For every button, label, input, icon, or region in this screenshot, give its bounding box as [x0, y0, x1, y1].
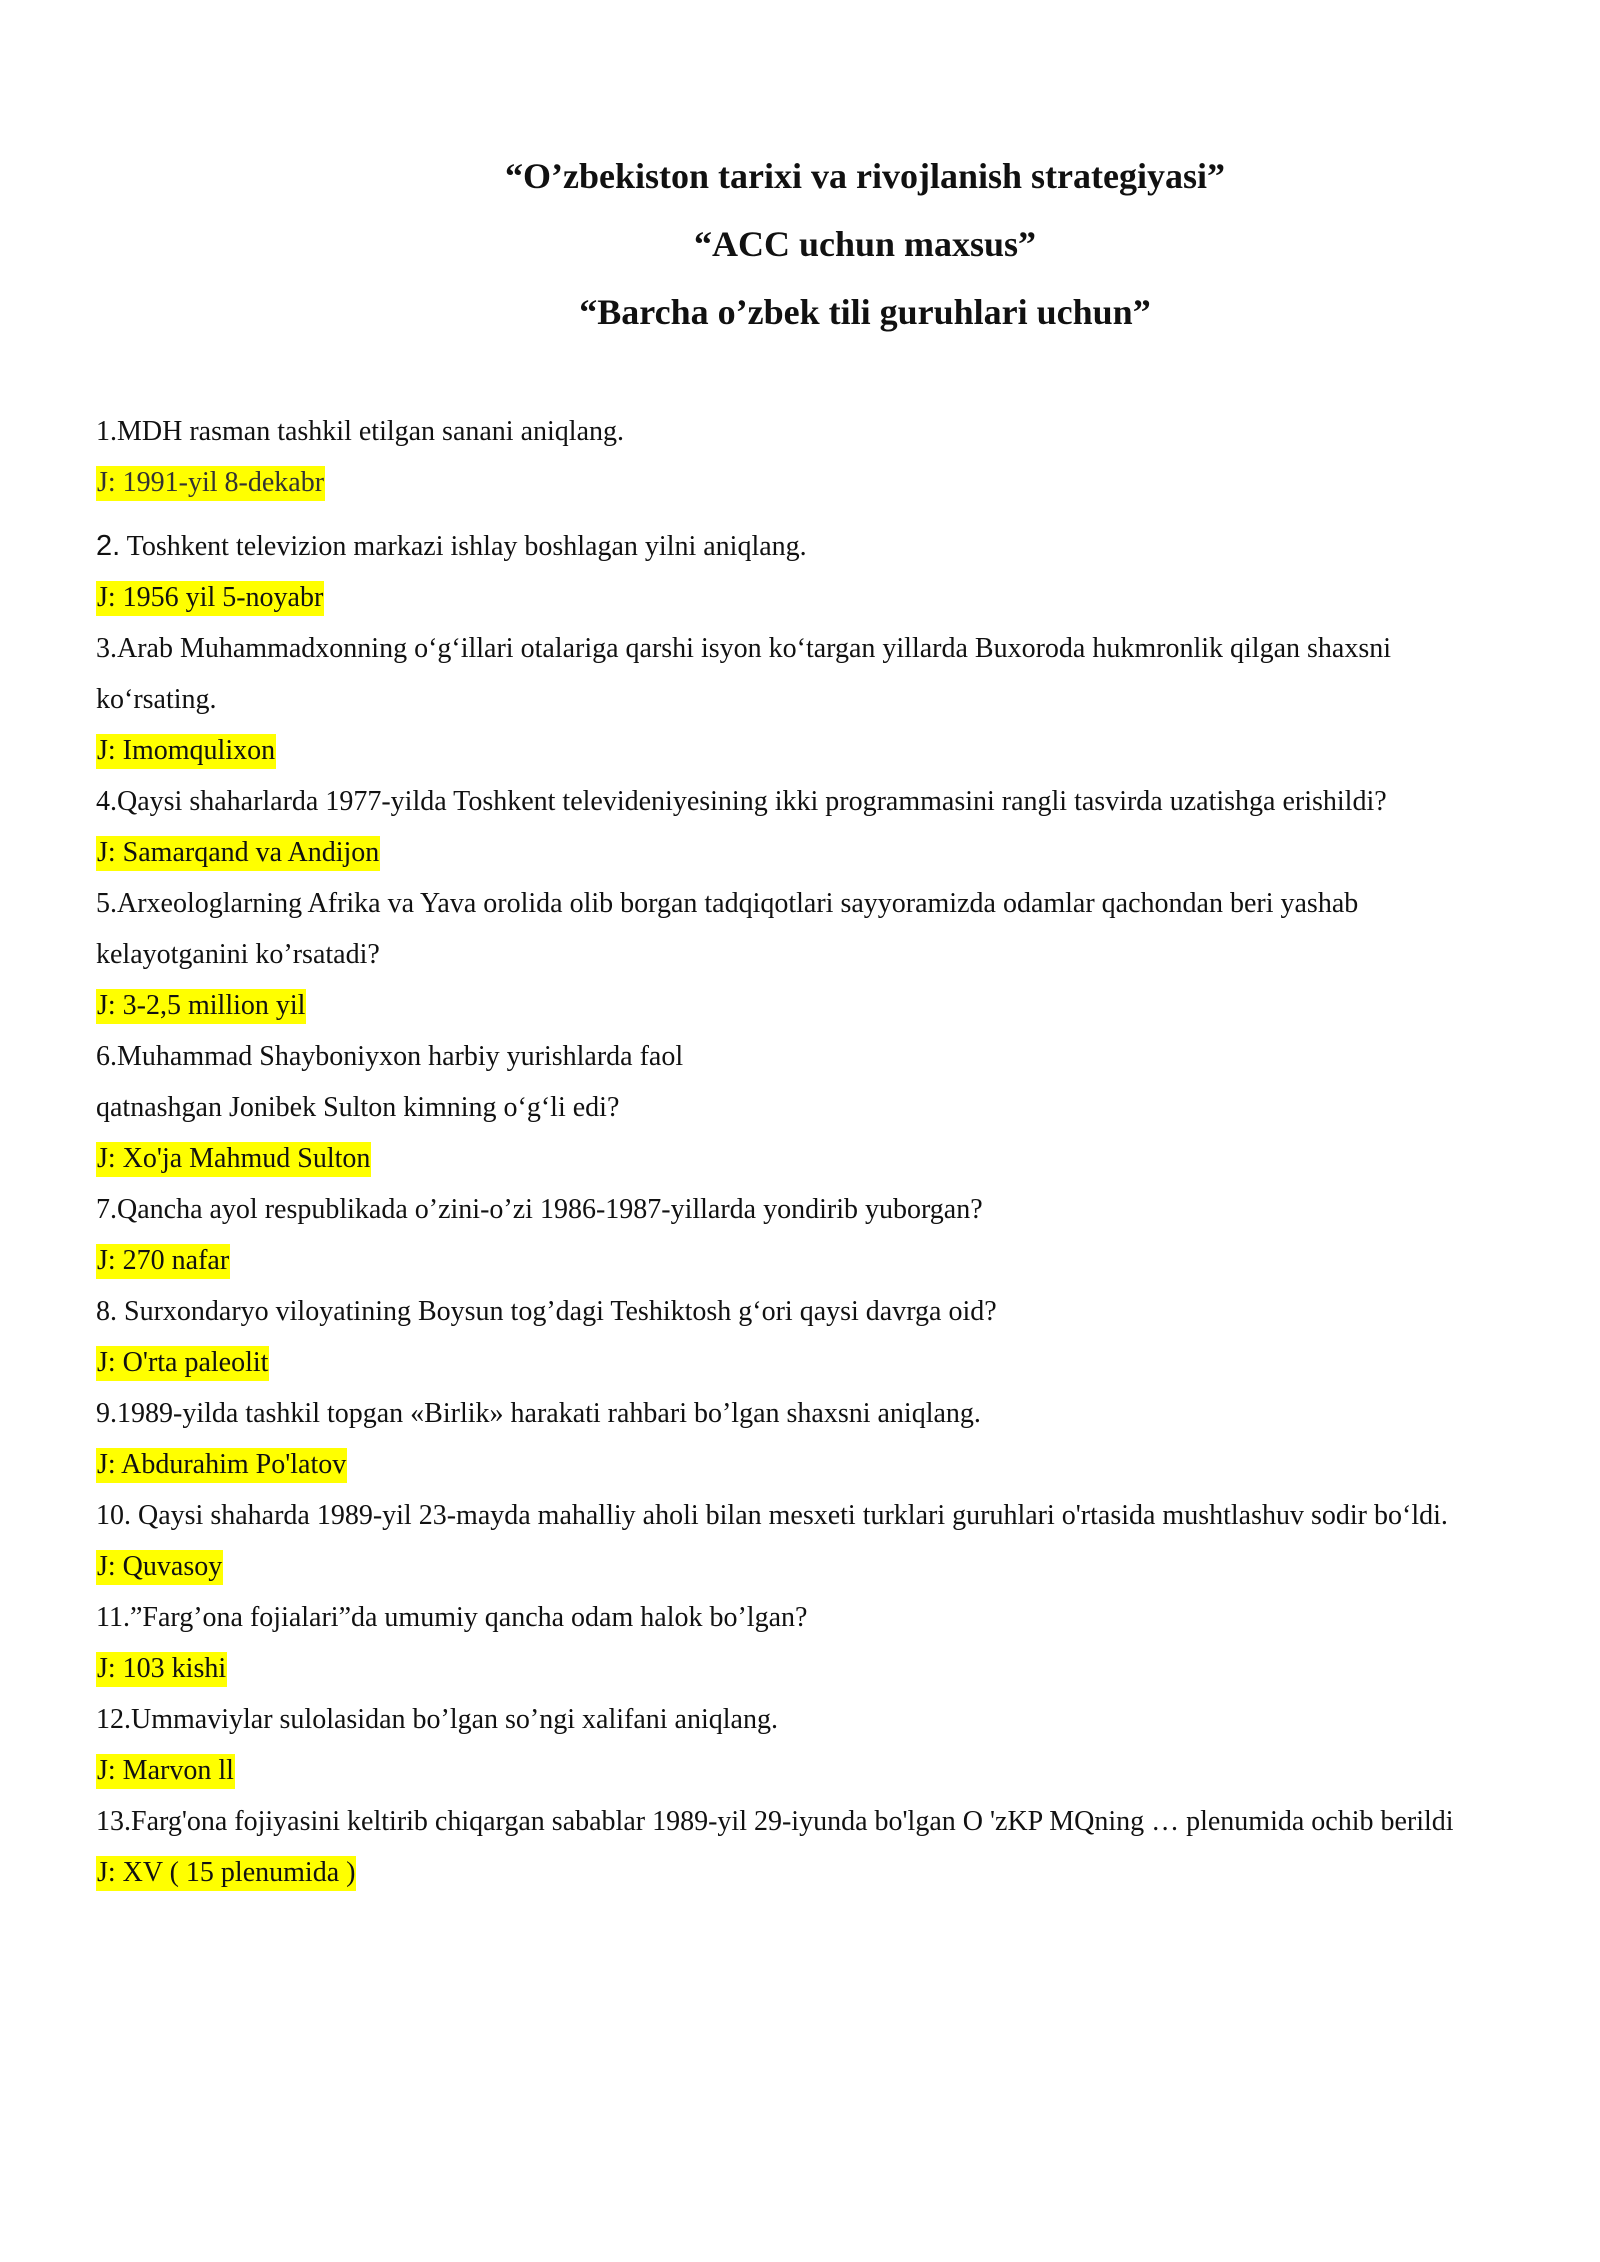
answer-2-highlight: J: 1956 yil 5-noyabr — [96, 581, 324, 616]
answer-8-highlight: J: O'rta paleolit — [96, 1346, 269, 1381]
question-11: 11.”Farg’ona fojialari”da umumiy qancha odam halok bo’lgan? — [96, 1602, 808, 1633]
question-9: 9.1989-yilda tashkil topgan «Birlik» harakati rahbari bo’lgan shaxsni aniqlang. — [96, 1398, 981, 1429]
question-1: 1.MDH rasman tashkil etilgan sanani aniqlang. — [96, 416, 624, 447]
document-audience-subtitle: “Barcha o’zbek tili guruhlari uchun” — [579, 292, 1151, 332]
question-12: 12.Ummaviylar sulolasidan bo’lgan so’ngi xalifani aniqlang. — [96, 1704, 778, 1735]
question-5: 5.Arxeologlarning Afrika va Yava orolida olib borgan tadqiqotlari sayyoramizda odamlar qachondan beri yashab kelayotganini ko’rsatadi? — [96, 888, 1359, 970]
answer-8 — [96, 1337, 1506, 1388]
answer-11 — [96, 1643, 1506, 1694]
question-13: 13.Farg'ona fojiyasini keltirib chiqargan sabablar 1989-yil 29-iyunda bo'lgan O 'zKP MQning … plenumida ochib berildi — [96, 1806, 1454, 1837]
answer-9 — [96, 1439, 1506, 1490]
question-7: 7.Qancha ayol respublikada o’zini-o’zi 1986-1987-yillarda yondirib yuborgan? — [96, 1194, 983, 1225]
question-8: 8. Surxondaryo viloyatining Boysun tog’dagi Teshiktosh g‘ori qaysi davrga oid? — [96, 1296, 997, 1327]
question-2-text: Toshkent televizion markazi ishlay boshlagan yilni aniqlang. — [120, 531, 807, 562]
answer-3 — [96, 725, 1506, 776]
answer-1-highlight: J: 1991-yil 8-dekabr — [96, 466, 325, 501]
question-2-number: 2. — [96, 530, 121, 562]
answer-10 — [96, 1541, 1506, 1592]
question-answer-list — [96, 406, 1506, 1898]
answer-12-highlight: J: Marvon ll — [96, 1754, 235, 1789]
answer-5 — [96, 980, 1506, 1031]
answer-2 — [96, 572, 1506, 623]
answer-3-highlight: J: Imomqulixon — [96, 734, 276, 769]
answer-6-highlight: J: Xo'ja Mahmud Sulton — [96, 1142, 371, 1177]
question-2 — [96, 514, 1506, 572]
answer-13-highlight: J: XV ( 15 plenumida ) — [96, 1856, 356, 1891]
document-subtitle: “ACC uchun maxsus” — [693, 224, 1037, 264]
question-6-line-1: 6.Muhammad Shayboniyxon harbiy yurishlarda faol — [96, 1041, 684, 1072]
document-title: “O’zbekiston tarixi va rivojlanish strategiyasi” — [505, 156, 1225, 196]
answer-5-highlight: J: 3-2,5 million yil — [96, 989, 306, 1024]
answer-4-highlight: J: Samarqand va Andijon — [96, 836, 380, 871]
answer-7-highlight: J: 270 nafar — [96, 1244, 230, 1279]
answer-6 — [96, 1133, 1506, 1184]
answer-9-highlight: J: Abdurahim Po'latov — [96, 1448, 347, 1483]
answer-13 — [96, 1847, 1506, 1898]
question-10: 10. Qaysi shaharda 1989-yil 23-mayda mahalliy aholi bilan mesxeti turklari guruhlari o'rtasida mushtlashuv sodir bo‘ldi. — [96, 1500, 1448, 1531]
question-6-line-2: qatnashgan Jonibek Sulton kimning o‘g‘li edi? — [96, 1092, 620, 1123]
question-4: 4.Qaysi shaharlarda 1977-yilda Toshkent televideniyesining ikki programmasini rangli tasvirda uzatishga erishildi? — [96, 786, 1387, 817]
answer-12 — [96, 1745, 1506, 1796]
answer-7 — [96, 1235, 1506, 1286]
answer-4 — [96, 827, 1506, 878]
answer-11-highlight: J: 103 kishi — [96, 1652, 227, 1687]
question-3: 3.Arab Muhammadxonning o‘g‘illari otalariga qarshi isyon ko‘targan yillarda Buxoroda hukmronlik qilgan shaxsni ko‘rsating. — [96, 633, 1391, 715]
answer-10-highlight: J: Quvasoy — [96, 1550, 223, 1585]
answer-1 — [96, 457, 1506, 508]
